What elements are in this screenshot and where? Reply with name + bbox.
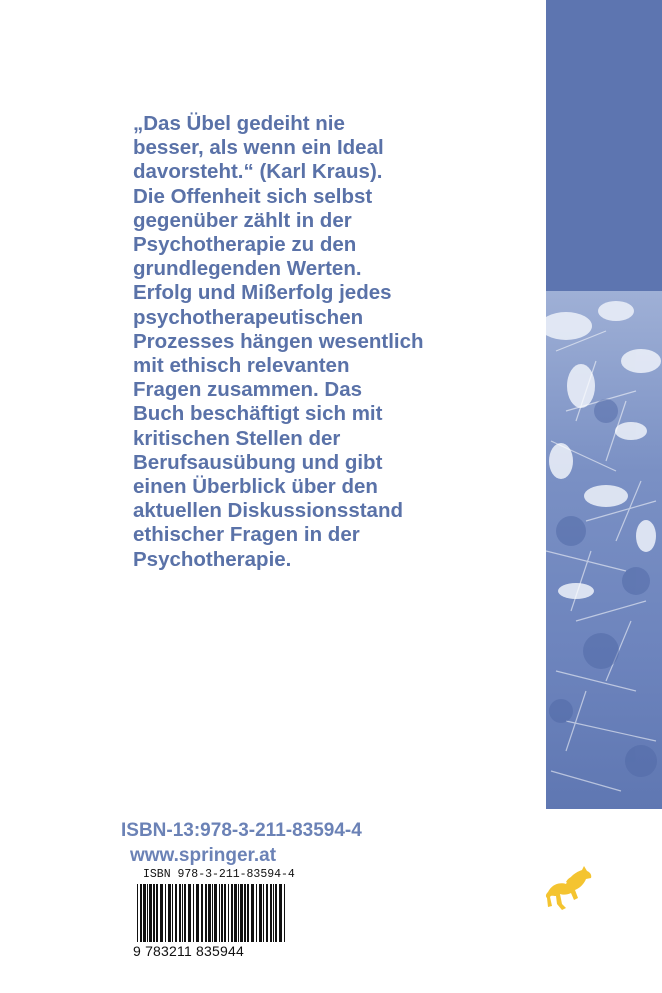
blurb-line: ethischer Fragen in der: [133, 523, 360, 547]
blurb-line: davorsteht.“ (Karl Kraus).: [133, 160, 383, 184]
blurb-line: Fragen zusammen. Das: [133, 378, 362, 402]
blurb-line: Berufsausübung und gibt: [133, 450, 383, 474]
blurb-line: kritischen Stellen der: [133, 426, 341, 450]
blurb-line: einen Überblick über den: [133, 475, 378, 499]
blurb-line: mit ethisch relevanten: [133, 354, 350, 378]
blurb-line: Prozesses hängen wesentlich: [133, 329, 424, 353]
blurb-line: Die Offenheit sich selbst: [133, 184, 373, 208]
blurb-line: besser, als wenn ein Ideal: [133, 136, 384, 160]
back-cover-blurb: [133, 112, 423, 572]
springer-horse-logo-icon: [544, 862, 594, 919]
barcode-digits: 9 783211 835944: [133, 943, 244, 959]
barcode-isbn-text: ISBN 978-3-211-83594-4: [143, 868, 295, 881]
blurb-line: aktuellen Diskussionsstand: [133, 499, 404, 523]
blurb-line: gegenüber zählt in der: [133, 208, 352, 232]
blurb-line: Psychotherapie.: [133, 547, 292, 571]
side-panel-artwork: [546, 291, 662, 809]
blurb-line: Erfolg und Mißerfolg jedes: [133, 281, 392, 305]
blurb-line: Psychotherapie zu den: [133, 233, 357, 257]
publisher-website: www.springer.at: [130, 845, 277, 866]
blurb-line: grundlegenden Werten.: [133, 257, 362, 281]
side-panel-solid: [546, 0, 662, 291]
blurb-line: psychotherapeutischen: [133, 305, 364, 329]
blurb-line: „Das Übel gedeiht nie: [133, 112, 345, 135]
blurb-line: Buch beschäftigt sich mit: [133, 402, 383, 426]
isbn-label: ISBN-13:978-3-211-83594-4: [121, 820, 362, 841]
barcode-bars: [137, 884, 285, 942]
